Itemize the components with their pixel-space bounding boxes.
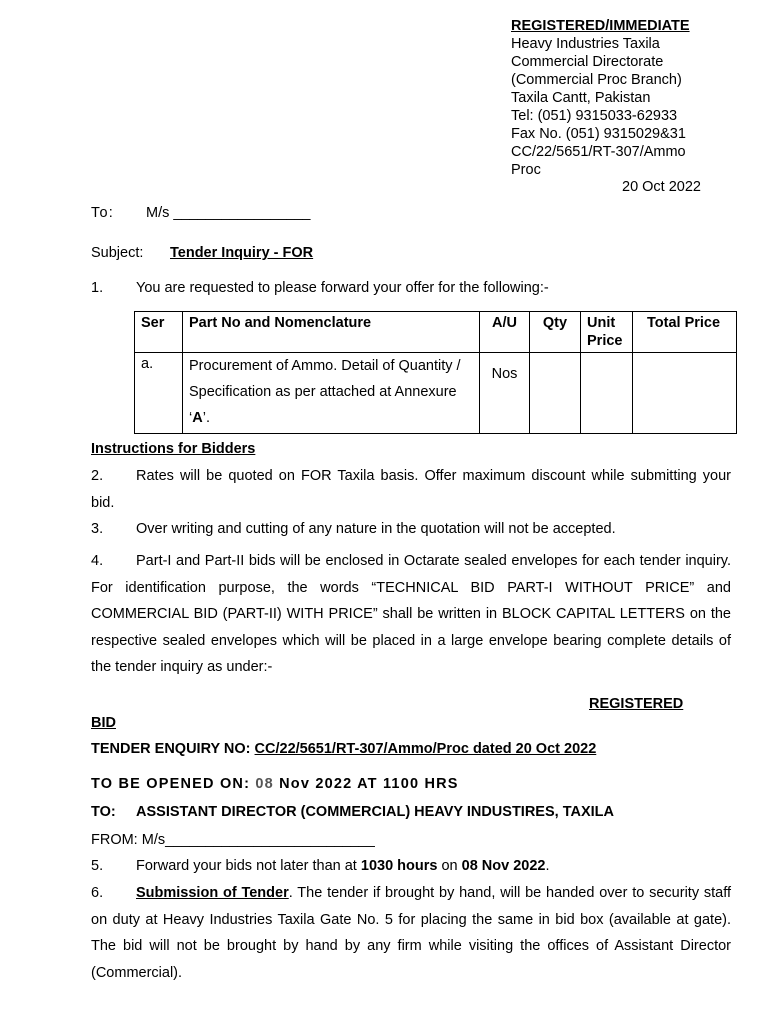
address-line-5: Tel: (051) 9315033-62933 bbox=[511, 108, 678, 124]
opened-day: 08 bbox=[255, 776, 274, 792]
address-line-4: Taxila Cantt, Pakistan bbox=[511, 90, 651, 106]
address-line-6: Fax No. (051) 9315029&31 bbox=[511, 126, 686, 142]
instructions-heading: Instructions for Bidders bbox=[91, 441, 256, 457]
address-line-2: Commercial Directorate bbox=[511, 54, 664, 70]
col-header-ser: Ser bbox=[135, 312, 183, 353]
col-header-au: A/U bbox=[480, 312, 530, 353]
address-line-8: Proc bbox=[511, 162, 541, 178]
para-6-number: 6. bbox=[91, 885, 104, 901]
col-header-total-price: Total Price bbox=[633, 312, 737, 353]
subject-label: Subject: bbox=[91, 245, 144, 261]
para-5-text bbox=[136, 858, 550, 874]
para-2-text: Rates will be quoted on FOR Taxila basis. Offer maximum discount while submitting your bid. bbox=[91, 468, 731, 511]
col-header-qty: Qty bbox=[530, 312, 581, 353]
cell-au bbox=[480, 353, 530, 434]
envelope-enquiry-line bbox=[91, 741, 596, 757]
para-5-date: 08 Nov 2022 bbox=[461, 858, 546, 874]
au-value: Nos bbox=[491, 366, 518, 382]
para-5-pre: Forward your bids not later than at bbox=[136, 858, 361, 874]
address-line-7: CC/22/5651/RT-307/Ammo bbox=[511, 144, 686, 160]
nomenclature-end: ’. bbox=[202, 410, 210, 426]
para-4 bbox=[91, 548, 731, 681]
letter-date: 20 Oct 2022 bbox=[622, 179, 701, 195]
opened-label: TO BE OPENED ON: bbox=[91, 776, 256, 792]
opened-rest: Nov 2022 AT 1100 HRS bbox=[273, 776, 459, 792]
col-header-nomenclature: Part No and Nomenclature bbox=[183, 312, 480, 353]
col-header-unit-price: Unit Price bbox=[581, 312, 633, 353]
subject-value: Tender Inquiry - FOR bbox=[170, 245, 314, 261]
para-3-text: Over writing and cutting of any nature in the quotation will not be accepted. bbox=[136, 521, 616, 537]
cell-unit-price bbox=[581, 353, 633, 434]
envelope-to-value: ASSISTANT DIRECTOR (COMMERCIAL) HEAVY INDUSTIRES, TAXILA bbox=[136, 804, 614, 820]
enquiry-label: TENDER ENQUIRY NO: bbox=[91, 741, 255, 757]
para-3-number: 3. bbox=[91, 521, 104, 537]
address-line-1: Heavy Industries Taxila bbox=[511, 36, 660, 52]
annexure-letter: A bbox=[192, 410, 203, 426]
para-6-title: Submission of Tender bbox=[136, 885, 289, 901]
to-label: To: bbox=[91, 205, 114, 221]
para-3 bbox=[91, 516, 731, 543]
tender-items-table bbox=[134, 311, 737, 434]
para-2 bbox=[91, 463, 731, 516]
para-5-time: 1030 hours bbox=[360, 858, 438, 874]
to-recipient: M/s _________________ bbox=[146, 205, 311, 221]
table-header-row bbox=[135, 312, 737, 353]
envelope-from-line: FROM: M/s__________________________ bbox=[91, 832, 375, 848]
para-1-number: 1. bbox=[91, 280, 104, 296]
envelope-opened-line bbox=[91, 776, 459, 792]
para-5-post: . bbox=[545, 858, 550, 874]
para-4-text: Part-I and Part-II bids will be enclosed in Octarate sealed envelopes for each tender inquiry. For identification purpose, the words “TECHNICAL BID PART-I WITHOUT PRICE” and COMMERCIAL BID (PART-II) WITH PRICE” shall be written in BLOCK CAPITAL LETTERS on the respective sealed envelopes which will be placed in a large envelope bearing complete details of the tender inquiry as under:- bbox=[91, 553, 731, 675]
cell-ser: a. bbox=[135, 353, 183, 434]
address-line-3: (Commercial Proc Branch) bbox=[511, 72, 682, 88]
para-6 bbox=[91, 880, 731, 986]
cell-nomenclature bbox=[183, 353, 480, 434]
para-5-mid: on bbox=[437, 858, 462, 874]
para-1-text: You are requested to please forward your offer for the following:- bbox=[136, 280, 549, 296]
para-5-number: 5. bbox=[91, 858, 104, 874]
cell-qty bbox=[530, 353, 581, 434]
envelope-to-label: TO: bbox=[91, 804, 116, 820]
para-2-number: 2. bbox=[91, 468, 104, 484]
envelope-bid: BID bbox=[91, 715, 116, 731]
envelope-registered: REGISTERED bbox=[589, 696, 684, 712]
para-6-text: . The tender if brought by hand, will be handed over to security staff on duty at Heavy Industries Taxila Gate No. 5 for placing the same in bid box (available at gate). The bid will not be brought by hand by any firm while visiting the offices of Assistant Director (Commercial). bbox=[91, 885, 731, 981]
table-row bbox=[135, 353, 737, 434]
sender-address-block bbox=[511, 17, 690, 179]
cell-total-price bbox=[633, 353, 737, 434]
para-4-number: 4. bbox=[91, 553, 104, 569]
enquiry-value: CC/22/5651/RT-307/Ammo/Proc dated 20 Oct 2022 bbox=[254, 741, 597, 757]
registered-immediate-label: REGISTERED/IMMEDIATE bbox=[511, 18, 690, 34]
nomenclature-text: Procurement of Ammo. Detail of Quantity / Specification as per attached at Annexure ‘ bbox=[189, 358, 461, 426]
